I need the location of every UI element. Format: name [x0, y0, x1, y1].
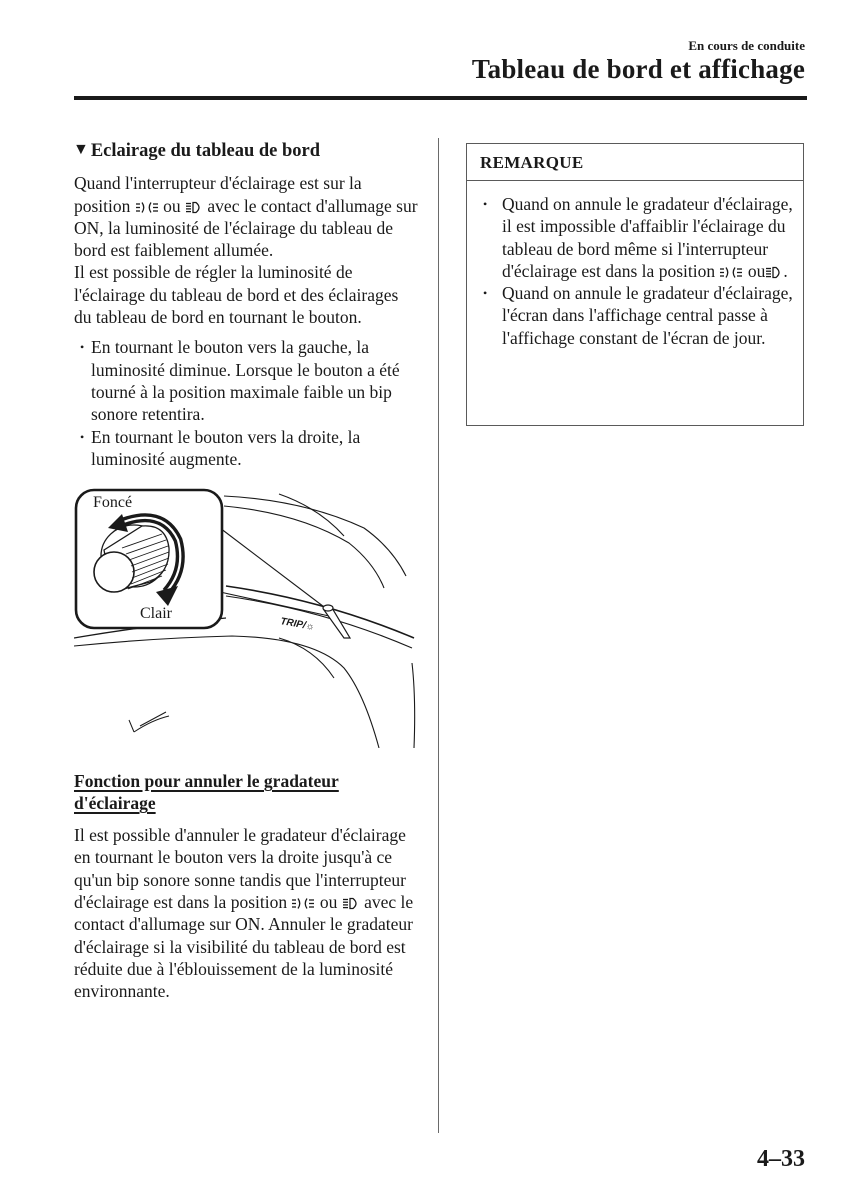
intro-text-b: avec le contact d'allumage sur ON, la luminosité de l'éclairage du tableau de bord est faiblement allumée.	[74, 195, 418, 261]
paragraph-intro	[74, 172, 419, 261]
parking-light-icon	[719, 266, 743, 279]
paragraph-cancel	[74, 824, 419, 1002]
dashboard-drawing	[74, 488, 419, 748]
triangle-marker-icon: ▼	[73, 141, 89, 158]
bullet-icon: •	[483, 286, 488, 301]
headlight-icon	[185, 201, 203, 214]
paragraph-adjust: Il est possible de régler la luminosité de l'éclairage du tableau de bord et des éclairages du tableau de bord en tournant le bouton.	[74, 262, 399, 328]
page-title: Tableau de bord et affichage	[471, 54, 805, 84]
subsection-heading: Fonction pour annuler le gradateur d'éclairage	[74, 771, 339, 814]
headlight-icon	[342, 897, 360, 910]
bullet-icon: •	[80, 429, 85, 444]
dimmer-icon: ☼	[304, 620, 316, 634]
remark-item	[481, 193, 793, 282]
remark-item-text-or: ou	[747, 260, 766, 281]
column-divider	[438, 138, 439, 1133]
bullet-icon: •	[80, 340, 85, 355]
list-item	[74, 336, 419, 425]
cancel-text-b: avec le contact d'allumage sur ON. Annuler le gradateur d'éclairage si la visibilité du tableau de bord est réduite due à l'éblouissement de la luminosité environnante.	[74, 892, 414, 1002]
left-column	[74, 140, 419, 1003]
remark-item-text: Quand on annule le gradateur d'éclairage, l'écran dans l'affichage central passe à l'affichage constant de l'écran de jour.	[502, 283, 793, 348]
section-heading-text: Eclairage du tableau de bord	[90, 141, 321, 161]
section-heading	[73, 140, 419, 162]
remark-item-text-end: .	[783, 260, 788, 281]
remark-item	[481, 282, 793, 349]
label-light: Clair	[140, 605, 172, 623]
remark-title: REMARQUE	[467, 144, 803, 181]
list-item	[74, 426, 419, 471]
header-section-label: En cours de conduite	[688, 38, 805, 53]
label-dark: Foncé	[93, 494, 133, 512]
remark-body	[467, 181, 803, 349]
header-divider	[74, 96, 807, 100]
trip-label-text: TRIP/	[279, 616, 307, 632]
list-item-text: En tournant le bouton vers la droite, la luminosité augmente.	[91, 426, 361, 469]
intro-text-a: Quand l'interrupteur d'éclairage est sur la position	[74, 173, 362, 216]
bullet-list	[74, 336, 419, 470]
bullet-icon: •	[483, 197, 488, 211]
cancel-text-a: Il est possible d'annuler le gradateur d'éclairage en tournant le bouton vers la droite jusqu'à ce qu'un bip sonore sonne tandis que l'interrupteur d'éclairage est dans la position	[74, 825, 406, 913]
list-item-text: En tournant le bouton vers la gauche, la luminosité diminue. Lorsque le bouton a été tourné à la position maximale faible un bip sonore retentira.	[91, 337, 400, 425]
remark-list	[481, 193, 793, 349]
remark-item-text-a: Quand on annule le gradateur d'éclairage, il est impossible d'affaiblir l'éclairage du tableau de bord même si l'interrupteur d'éclairage est dans la position	[502, 194, 793, 281]
headlight-icon	[765, 266, 783, 279]
intro-text-or: ou	[163, 195, 181, 216]
cancel-text-or: ou	[319, 892, 338, 913]
page-number: 4–33	[757, 1146, 805, 1172]
remark-box	[466, 143, 804, 426]
parking-light-icon	[291, 897, 315, 910]
dimmer-knob-illustration	[74, 488, 419, 748]
parking-light-icon	[135, 201, 159, 214]
